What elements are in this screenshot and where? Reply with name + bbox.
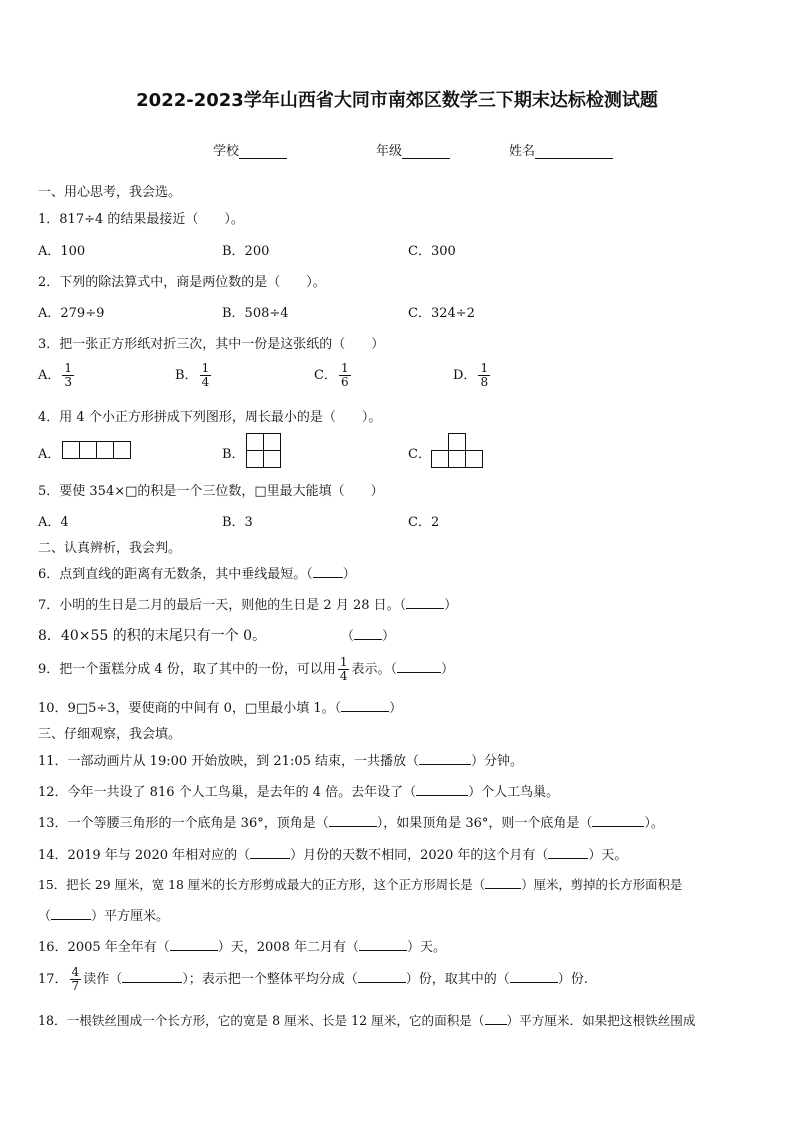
q12-text-end: ）个人工鸟巢。 [468, 785, 560, 800]
question-12 [38, 781, 559, 800]
q18-text-end: ）平方厘米．如果把这根铁丝围成 [506, 1013, 696, 1028]
q3-option-a-label: A． [38, 368, 61, 383]
q13-answer-blank-1[interactable] [329, 814, 377, 827]
q3-option-b[interactable] [175, 362, 213, 389]
name-field [509, 140, 613, 159]
fraction-numerator: 4 [71, 965, 80, 979]
q16-text-mid: ）天，2008 年二月有（ [217, 940, 359, 955]
q12-answer-blank[interactable] [416, 783, 468, 796]
question-18 [38, 1010, 695, 1029]
q2-option-c[interactable]: C．324÷2 [408, 306, 475, 321]
q5-option-a[interactable]: A．4 [38, 515, 69, 530]
q17-fraction [70, 966, 82, 993]
question-14 [38, 844, 627, 863]
q7-answer-blank[interactable] [406, 596, 444, 609]
t-shape-squares-figure [431, 433, 485, 469]
q4-option-c[interactable] [408, 443, 431, 462]
question-2 [38, 271, 326, 290]
q2-text: 下列的除法算式中，商是两位数的是（ ）。 [59, 275, 326, 290]
q12-number: 12． [38, 785, 68, 800]
two-by-two-squares-figure [246, 433, 282, 469]
q2-option-b[interactable]: B．508÷4 [222, 306, 289, 321]
q15-text-mid: ）厘米，剪掉的长方形面积是 [521, 877, 683, 892]
q13-text-mid: ），如果顶角是 36°，则一个底角是（ [376, 816, 593, 831]
q10-answer-blank[interactable] [341, 699, 389, 712]
q17-text: 读作（ [83, 972, 123, 987]
q14-text-mid: ）月份的天数不相同，2020 年的这个月有（ [290, 848, 549, 863]
q5-option-c[interactable]: C．2 [408, 515, 440, 530]
q7-number: 7． [38, 598, 60, 613]
q18-number: 18． [38, 1013, 67, 1028]
question-17 [38, 962, 588, 998]
question-11 [38, 750, 523, 769]
q13-text: 一个等腰三角形的一个底角是 36°，顶角是（ [67, 816, 329, 831]
q16-text-end: ）天。 [406, 940, 446, 955]
q3-option-b-label: B． [175, 368, 198, 383]
question-7 [38, 594, 457, 613]
q10-close-paren: ） [389, 701, 403, 716]
q11-number: 11． [38, 754, 68, 769]
q3-number: 3． [38, 337, 60, 352]
question-16 [38, 936, 446, 955]
q8-answer-blank[interactable] [354, 627, 382, 640]
q1-text: 817÷4 的结果最接近（ ）。 [59, 212, 244, 227]
q5-option-b[interactable]: B．3 [222, 515, 253, 530]
fraction-numerator: 1 [201, 361, 210, 375]
question-15 [38, 875, 682, 893]
question-4 [38, 406, 381, 425]
q8-close-paren: ） [382, 629, 396, 644]
q16-number: 16． [38, 940, 68, 955]
q3-option-d-label: D． [453, 368, 477, 383]
school-field [213, 140, 287, 159]
q17-answer-blank-3[interactable] [510, 970, 558, 983]
q10-number: 10． [38, 701, 68, 716]
q15-answer-blank-1[interactable] [485, 876, 521, 889]
q6-number: 6． [38, 567, 60, 582]
grade-label: 年级 [376, 144, 403, 159]
fraction-denominator: 7 [71, 979, 80, 993]
q7-close-paren: ） [444, 598, 458, 613]
q17-text-mid-2: ）份，取其中的（ [405, 972, 510, 987]
fraction-denominator: 6 [340, 375, 349, 389]
q4-option-a-label: A． [38, 447, 61, 462]
question-3 [38, 333, 384, 352]
q9-number: 9． [38, 662, 60, 677]
question-10 [38, 697, 402, 716]
q1-option-b[interactable]: B．200 [222, 244, 270, 259]
q14-answer-blank-1[interactable] [250, 846, 290, 859]
q3-option-c-fraction [339, 362, 351, 389]
q14-answer-blank-2[interactable] [548, 846, 588, 859]
q3-text: 把一张正方形纸对折三次，其中一份是这张纸的（ ） [59, 337, 385, 352]
section-3-heading: 三、仔细观察，我会填。 [38, 727, 182, 742]
q12-text: 今年一共设了 816 个人工鸟巢，是去年的 4 倍。去年设了（ [67, 785, 417, 800]
q3-option-a[interactable] [38, 362, 76, 389]
q3-option-a-fraction [62, 362, 74, 389]
fraction-denominator: 3 [64, 375, 73, 389]
q18-text: 一根铁丝围成一个长方形，它的宽是 8 厘米、长是 12 厘米，它的面积是（ [66, 1013, 485, 1028]
q4-text: 用 4 个小正方形拼成下列图形，周长最小的是（ ）。 [59, 410, 382, 425]
q17-answer-blank-2[interactable] [358, 970, 406, 983]
q3-option-d[interactable] [453, 362, 492, 389]
q14-text-end: ）天。 [588, 848, 628, 863]
school-label: 学校 [213, 144, 240, 159]
question-1 [38, 208, 244, 227]
q5-text: 要使 354×□的积是一个三位数，□里最大能填（ ） [59, 484, 384, 499]
q13-text-end: ）。 [644, 816, 664, 831]
q10-text: 9□5÷3，要使商的中间有 0，□里最小填 1。（ [67, 701, 342, 716]
q8-answer-slot [341, 625, 395, 644]
question-5 [38, 480, 384, 499]
q3-option-b-fraction [200, 362, 212, 389]
q3-option-d-fraction [478, 362, 490, 389]
q2-option-a[interactable]: A．279÷9 [38, 306, 105, 321]
q9-answer-blank[interactable] [397, 660, 441, 673]
q17-text-end: ）份. [557, 972, 588, 987]
q3-option-c-label: C． [314, 368, 337, 383]
q17-answer-blank-1[interactable] [122, 970, 182, 983]
q6-text: 点到直线的距离有无数条，其中垂线最短。（ [59, 567, 313, 582]
q7-text: 小明的生日是二月的最后一天，则他的生日是 2 月 28 日。（ [59, 598, 407, 613]
q16-answer-blank-2[interactable] [359, 938, 407, 951]
question-13 [38, 812, 664, 831]
q8-open-paren: （ [341, 629, 355, 644]
q9-fraction [338, 656, 350, 683]
fraction-denominator: 4 [339, 669, 348, 683]
q4-number: 4． [38, 410, 60, 425]
fraction-numerator: 1 [480, 361, 489, 375]
q11-text: 一部动画片从 19:00 开始放映，到 21:05 结束，一共播放（ [67, 754, 420, 769]
q13-number: 13． [38, 816, 68, 831]
q8-text: 40×55 的积的末尾只有一个 0。 [60, 628, 267, 644]
section-2-heading: 二、认真辨析，我会判。 [38, 541, 182, 556]
q15-answer-blank-2[interactable] [51, 907, 91, 920]
q1-number: 1． [38, 212, 60, 227]
q17-text-mid-1: ）；表示把一个整体平均分成（ [182, 972, 358, 987]
q11-text-end: ）分钟。 [471, 754, 524, 769]
four-squares-row-figure [62, 441, 132, 461]
name-blank[interactable] [535, 144, 613, 159]
q15-open-paren: （ [38, 909, 52, 924]
q13-answer-blank-2[interactable] [592, 814, 644, 827]
grade-field [376, 140, 450, 159]
name-label: 姓名 [509, 144, 536, 159]
fraction-numerator: 1 [340, 361, 349, 375]
fraction-denominator: 8 [480, 375, 489, 389]
q14-text: 2019 年与 2020 年相对应的（ [67, 848, 251, 863]
question-8 [38, 625, 266, 645]
q17-number: 17． [38, 972, 68, 987]
q15-number: 15． [38, 877, 67, 892]
q8-number: 8． [38, 628, 61, 644]
q4-option-b[interactable] [222, 443, 245, 462]
q14-number: 14． [38, 848, 68, 863]
question-6 [38, 563, 356, 582]
section-1-heading: 一、用心思考，我会选。 [38, 185, 182, 200]
q16-text: 2005 年全年有（ [67, 940, 170, 955]
q16-answer-blank-1[interactable] [170, 938, 218, 951]
q6-answer-blank[interactable] [313, 565, 343, 578]
q11-answer-blank[interactable] [419, 752, 471, 765]
q5-number: 5． [38, 484, 60, 499]
q4-option-a[interactable] [38, 443, 60, 462]
q4-option-c-label: C． [408, 447, 431, 462]
q9-close-paren: ） [440, 662, 454, 677]
q18-answer-blank[interactable] [485, 1012, 507, 1025]
grade-blank[interactable] [402, 144, 450, 159]
q9-text: 把一个蛋糕分成 4 份，取了其中的一份，可以用 [59, 662, 336, 677]
page-title: 2022-2023学年山西省大同市南郊区数学三下期末达标检测试题 [136, 90, 658, 111]
q15-text-end: ）平方厘米。 [91, 909, 170, 924]
q2-number: 2． [38, 275, 60, 290]
q15-text: 把长 29 厘米，宽 18 厘米的长方形剪成最大的正方形，这个正方形周长是（ [66, 877, 486, 892]
fraction-denominator: 4 [201, 375, 210, 389]
question-9 [38, 653, 454, 687]
fraction-numerator: 1 [64, 361, 73, 375]
school-blank[interactable] [239, 144, 287, 159]
q1-option-a[interactable]: A．100 [38, 244, 86, 259]
q9-text-2: 表示。（ [351, 662, 397, 677]
question-15-line-2 [38, 905, 169, 924]
q4-option-b-label: B． [222, 447, 245, 462]
q3-option-c[interactable] [314, 362, 353, 389]
q6-close-paren: ） [342, 567, 356, 582]
q1-option-c[interactable]: C．300 [408, 244, 456, 259]
fraction-numerator: 1 [339, 655, 348, 669]
